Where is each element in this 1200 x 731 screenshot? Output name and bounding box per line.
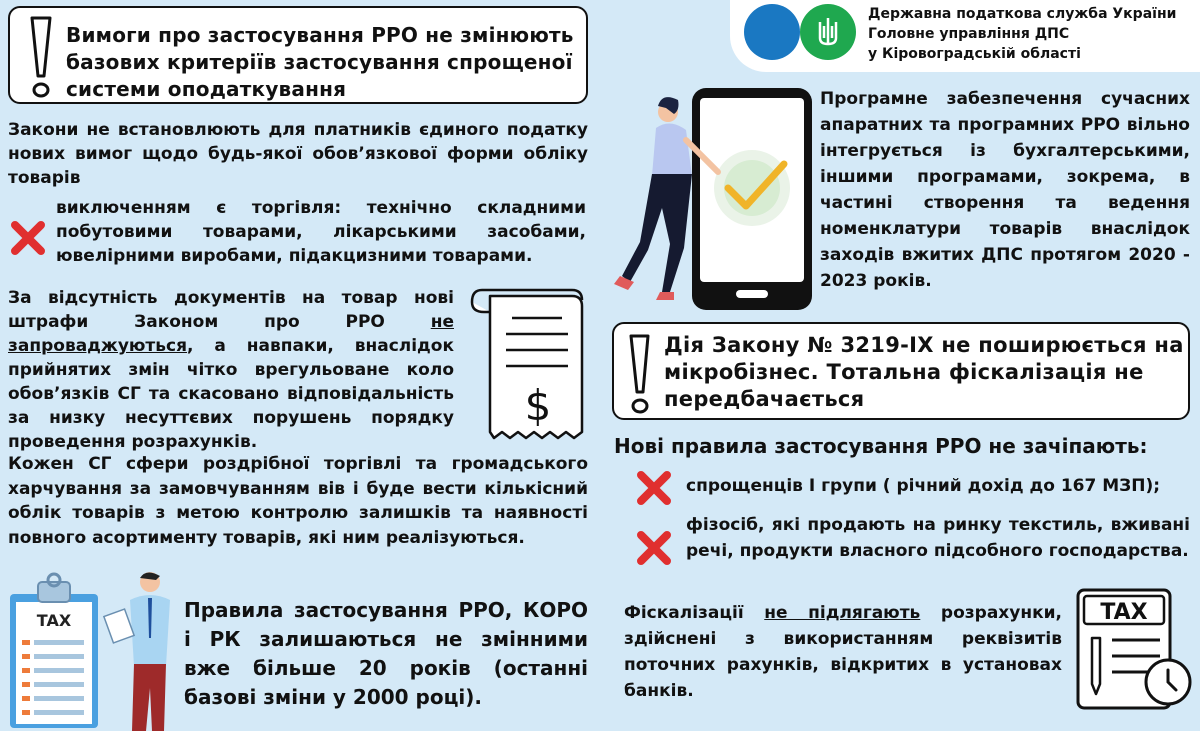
organization-name <box>868 4 1176 64</box>
header-callout-box <box>8 6 588 104</box>
fisc-text-1: Фіскалізації <box>624 603 765 623</box>
exclamation-icon <box>622 330 658 416</box>
header-title: Вимоги про застосування РРО не змінюють базових критеріїв застосування спрощеної системи оподаткування <box>66 23 574 101</box>
logo-green-circle <box>800 4 856 60</box>
receipt-icon <box>468 282 592 452</box>
trident-icon <box>800 4 856 60</box>
cross-icon <box>10 220 46 256</box>
fines-text-2: , а навпаки, внаслідок прийнятих змін чітко врегульоване коло обов’язків СГ та скасовано відповідальність за низку несуттєвих порушень порядку проведення розрахунків. <box>8 336 454 452</box>
receipt-symbol: $ <box>524 381 552 430</box>
tax-clipboard-icon <box>6 568 182 731</box>
microbusiness-title: Дія Закону № 3219-IX не поширюється на мікробізнес. Тотальна фіскалізація не передбачається <box>664 333 1184 411</box>
new-rules-heading: Нові правила застосування РРО не зачіпають: <box>614 434 1148 458</box>
law-paragraph: Закони не встановлюють для платників єдиного податку нових вимог щодо будь-якої обов’язкової форми обліку товарів <box>8 120 588 188</box>
org-line-1: Державна податкова служба України <box>868 6 1177 22</box>
fines-paragraph <box>8 286 454 454</box>
cross-icon <box>636 530 672 566</box>
fisc-text-2: розрахунки, здійснені з використанням реквізитів поточних рахунків, відкритих в установах банків. <box>624 603 1062 701</box>
exclamation-icon <box>20 14 60 100</box>
cross-icon <box>636 470 672 506</box>
exception-paragraph: виключенням є торгівля: технічно складними побутовими товарами, лікарськими засобами, ювелірними виробами, підакцизними товарами. <box>56 198 586 266</box>
fines-underlined: не запроваджуються <box>8 312 454 356</box>
clipboard-label: TAX <box>36 611 72 630</box>
org-line-2: Головне управління ДПС <box>868 26 1070 42</box>
tax-doc-label: TAX <box>1100 600 1148 625</box>
phone-checkmark-icon <box>600 84 816 312</box>
each-business-paragraph: Кожен СГ сфери роздрібної торгівлі та громадського харчування за замовчуванням вів і буде вести кількісний облік товарів з метою контролю залишків та наявності повного асортименту товарів, які ним реалізуються. <box>8 454 588 548</box>
fiscalization-paragraph <box>624 600 1062 704</box>
fines-text-1: За відсутність документів на товар нові штрафи Законом про РРО <box>8 288 454 332</box>
organization-logo <box>730 0 1200 72</box>
new-rules-item-2: фізосіб, які продають на ринку текстиль, вживані речі, продукти власного підсобного господарства. <box>686 515 1190 561</box>
logo-blue-circle <box>744 4 800 60</box>
microbusiness-callout-box <box>612 322 1190 420</box>
tax-document-icon <box>1072 586 1196 714</box>
org-line-3: у Кіровоградській області <box>868 46 1081 62</box>
rules-unchanged-paragraph: Правила застосування РРО, КОРО і РК залишаються не змінними вже більше 20 років (останні базові зміни у 2000 році). <box>184 598 588 709</box>
software-integration-paragraph: Програмне забезпечення сучасних апаратних та програмних РРО вільно інтегрується із бухгалтерськими, іншими програмами, зокрема, в частині створення та ведення номенклатури товарів внаслідок заходів вжитих ДПС протягом 2020 - 2023 років. <box>820 89 1190 291</box>
new-rules-item-1: спрощенців І групи ( річний дохід до 167 МЗП); <box>686 476 1161 496</box>
fisc-underlined: не підлягають <box>764 603 921 623</box>
